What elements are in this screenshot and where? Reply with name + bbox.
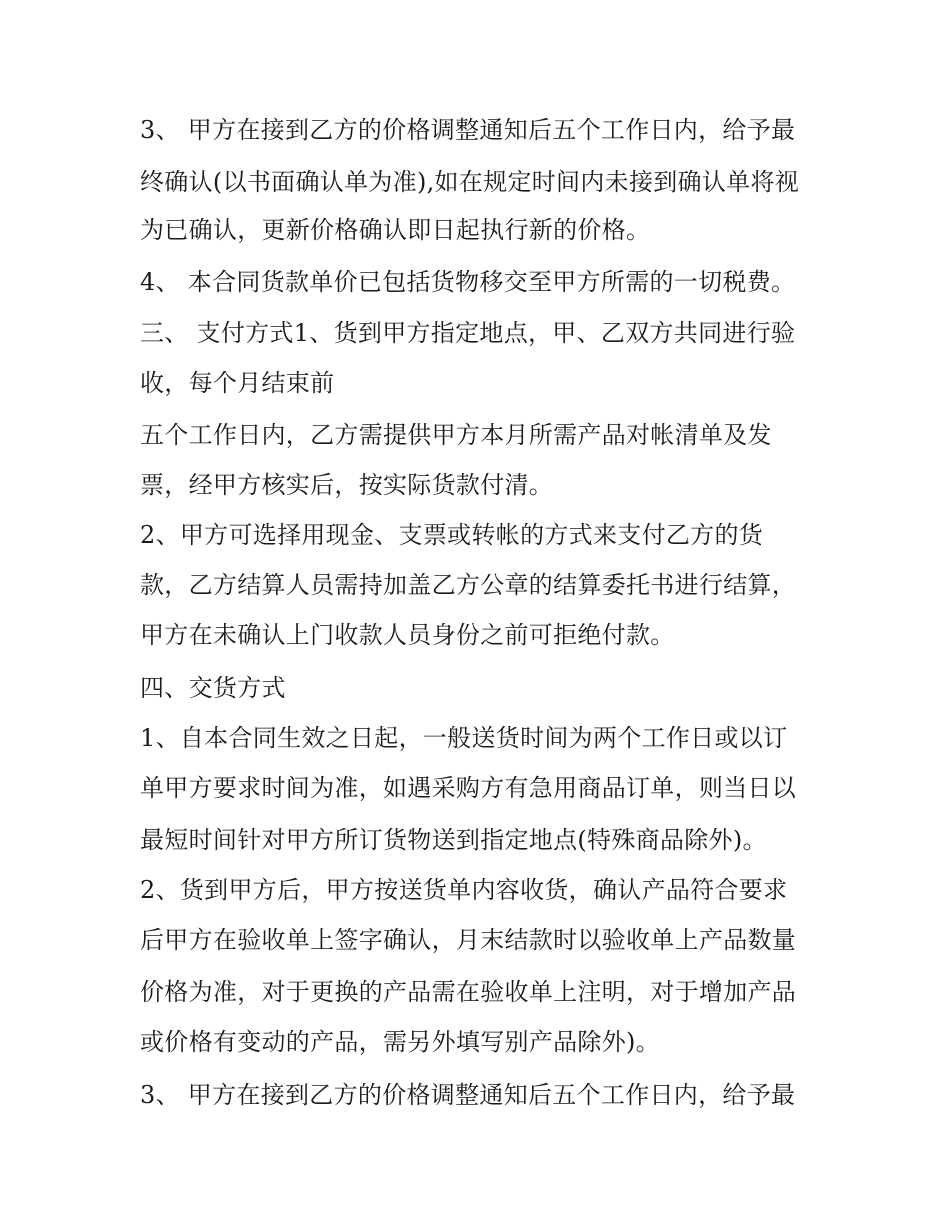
text-line: 后甲方在验收单上签字确认，月末结款时以验收单上产品数量 xyxy=(140,926,797,954)
section-heading: 四、交货方式 xyxy=(140,674,286,702)
text-line: 4、 本合同货款单价已包括货物移交至甲方所需的一切税费。 xyxy=(140,268,796,296)
text-line: 单甲方要求时间为准，如遇采购方有急用商品订单，则当日以 xyxy=(140,774,797,802)
text-line: 价格为准，对于更换的产品需在验收单上注明，对于增加产品 xyxy=(140,978,797,1006)
text-line: 1、自本合同生效之日起，一般送货时间为两个工作日或以订 xyxy=(140,724,788,752)
text-line: 终确认(以书面确认单为准),如在规定时间内未接到确认单将视 xyxy=(140,168,800,196)
text-line: 3、 甲方在接到乙方的价格调整通知后五个工作日内，给予最 xyxy=(140,1081,796,1109)
text-line: 收，每个月结束前 xyxy=(140,369,335,397)
text-line: 票，经甲方核实后，按实际货款付清。 xyxy=(140,471,554,499)
text-line: 最短时间针对甲方所订货物送到指定地点(特殊商品除外)。 xyxy=(140,826,767,854)
text-line: 或价格有变动的产品，需另外填写别产品除外)。 xyxy=(140,1028,660,1056)
text-line: 款，乙方结算人员需持加盖乙方公章的结算委托书进行结算， xyxy=(140,571,797,599)
text-line: 甲方在未确认上门收款人员身份之前可拒绝付款。 xyxy=(140,621,675,649)
text-line: 2、货到甲方后，甲方按送货单内容收货，确认产品符合要求 xyxy=(140,876,788,904)
text-line: 五个工作日内，乙方需提供甲方本月所需产品对帐清单及发 xyxy=(140,421,772,449)
text-line: 2、甲方可选择用现金、支票或转帐的方式来支付乙方的货 xyxy=(140,521,764,549)
text-line: 三、 支付方式1、货到甲方指定地点，甲、乙双方共同进行验 xyxy=(140,319,796,347)
text-line: 3、 甲方在接到乙方的价格调整通知后五个工作日内，给予最 xyxy=(140,116,796,144)
text-line: 为已确认，更新价格确认即日起执行新的价格。 xyxy=(140,216,651,244)
